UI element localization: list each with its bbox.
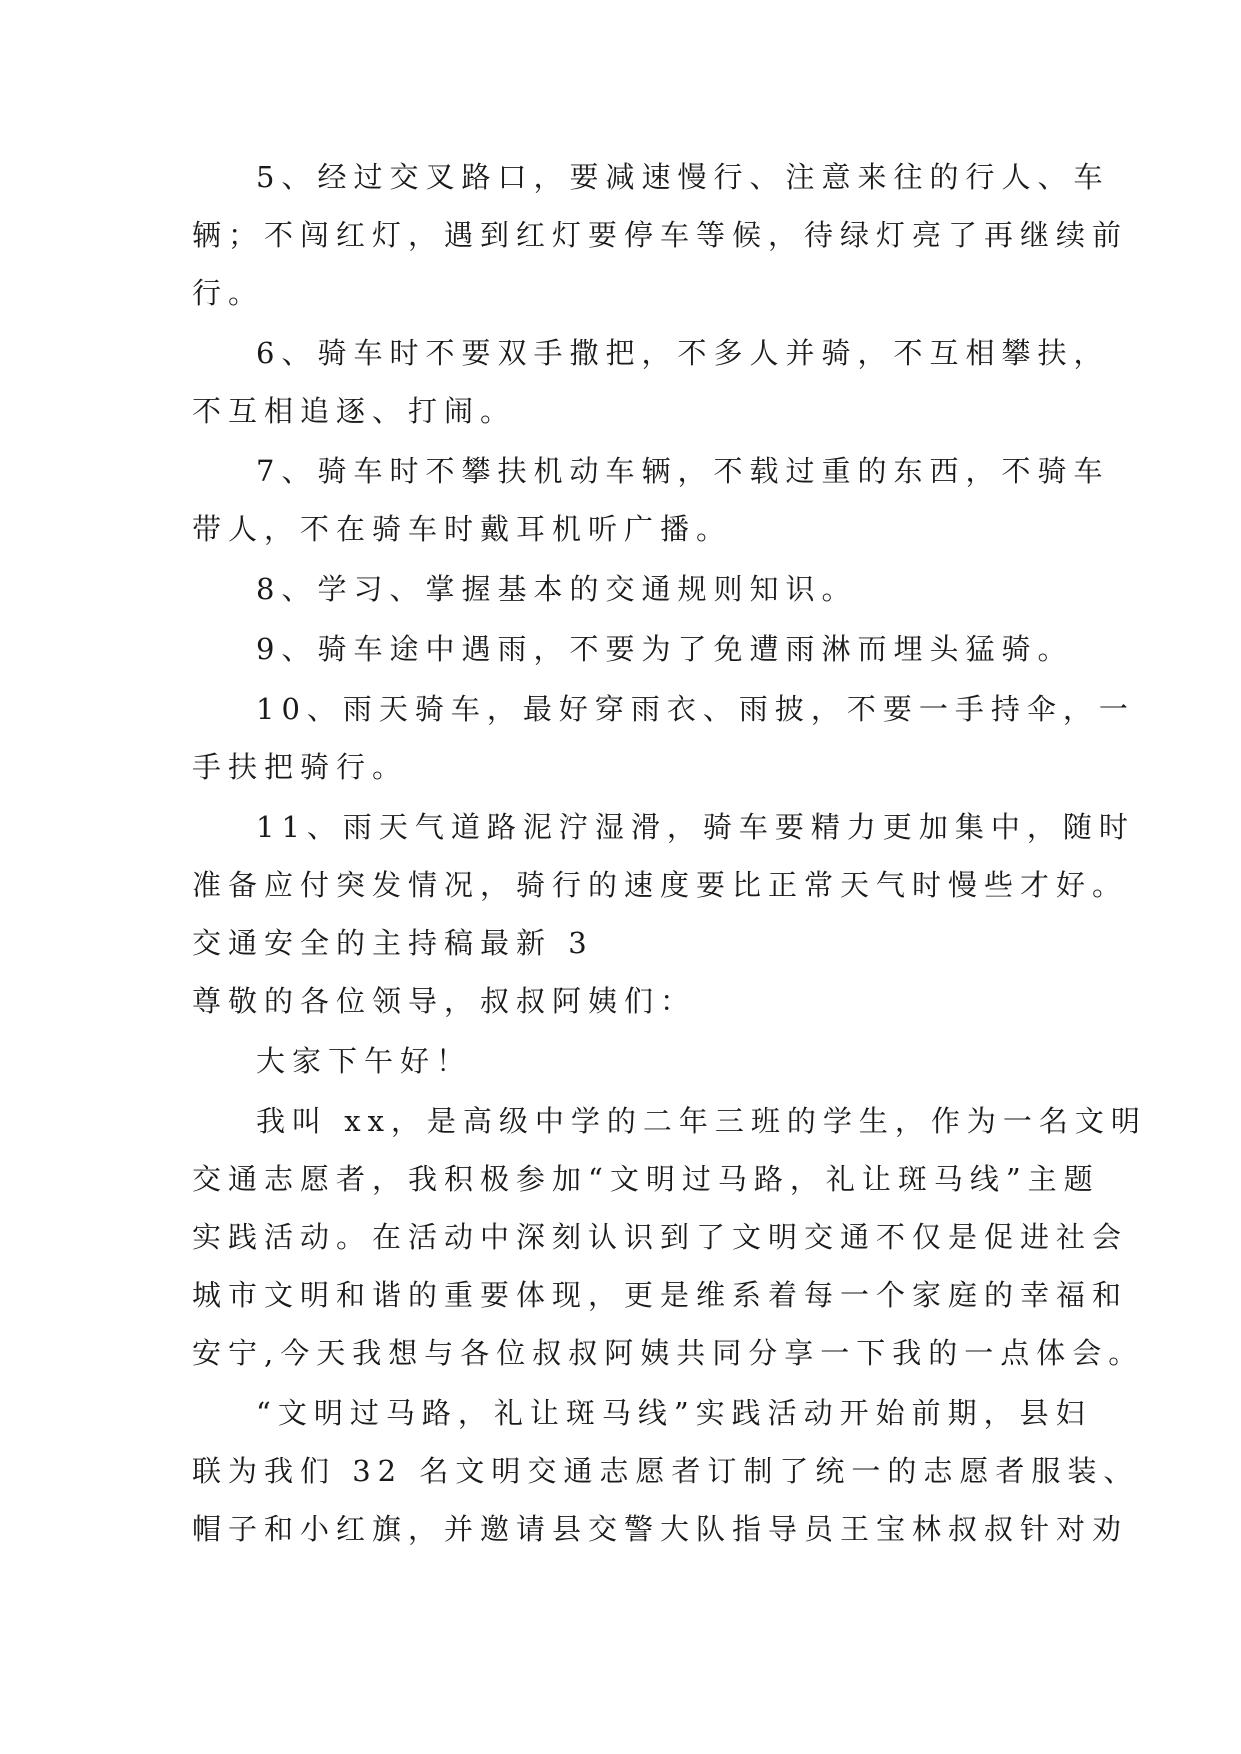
paragraph-line: 手扶把骑行。	[192, 750, 409, 784]
paragraph-line: 联为我们 32 名文明交通志愿者订制了统一的志愿者服装、	[192, 1454, 1140, 1488]
paragraph-line: 我叫 xx，是高级中学的二年三班的学生，作为一名文明	[256, 1104, 1147, 1138]
paragraph-line: 10、雨天骑车，最好穿雨衣、雨披，不要一手持伞，一	[256, 692, 1135, 726]
paragraph-line: 交通志愿者，我积极参加“文明过马路，礼让斑马线”主题	[192, 1162, 1100, 1196]
paragraph-line: 带人，不在骑车时戴耳机听广播。	[192, 512, 733, 546]
section-heading: 交通安全的主持稿最新 3	[192, 926, 594, 960]
paragraph-line: 实践活动。在活动中深刻认识到了文明交通不仅是促进社会	[192, 1220, 1129, 1254]
paragraph-line: 11、雨天气道路泥泞湿滑，骑车要精力更加集中，随时	[256, 810, 1135, 844]
paragraph-line: 不互相追逐、打闹。	[192, 394, 517, 428]
paragraph-line: 6、骑车时不要双手撒把，不多人并骑，不互相攀扶，	[256, 336, 1110, 370]
document-body	[192, 158, 1147, 1548]
paragraph-line: 准备应付突发情况，骑行的速度要比正常天气时慢些才好。	[192, 868, 1129, 902]
paragraph-line: 行。	[192, 276, 265, 310]
paragraph-line: 9、骑车途中遇雨，不要为了免遭雨淋而埋头猛骑。	[256, 632, 1074, 666]
greeting-line: 大家下午好！	[256, 1044, 473, 1078]
paragraph-line: 辆；不闯红灯，遇到红灯要停车等候，待绿灯亮了再继续前	[192, 218, 1129, 252]
paragraph-line: 5、经过交叉路口，要减速慢行、注意来往的行人、车	[256, 160, 1110, 194]
paragraph-line: 7、骑车时不攀扶机动车辆，不载过重的东西，不骑车	[256, 454, 1110, 488]
paragraph-line: 8、学习、掌握基本的交通规则知识。	[256, 572, 858, 606]
paragraph-line: 帽子和小红旗，并邀请县交警大队指导员王宝林叔叔针对劝	[192, 1512, 1129, 1546]
salutation-line: 尊敬的各位领导，叔叔阿姨们：	[192, 984, 697, 1018]
paragraph-line: 城市文明和谐的重要体现，更是维系着每一个家庭的幸福和	[192, 1278, 1129, 1312]
paragraph-line: 安宁,今天我想与各位叔叔阿姨共同分享一下我的一点体会。	[192, 1336, 1145, 1370]
paragraph-line: “文明过马路，礼让斑马线”实践活动开始前期，县妇	[256, 1396, 1092, 1430]
